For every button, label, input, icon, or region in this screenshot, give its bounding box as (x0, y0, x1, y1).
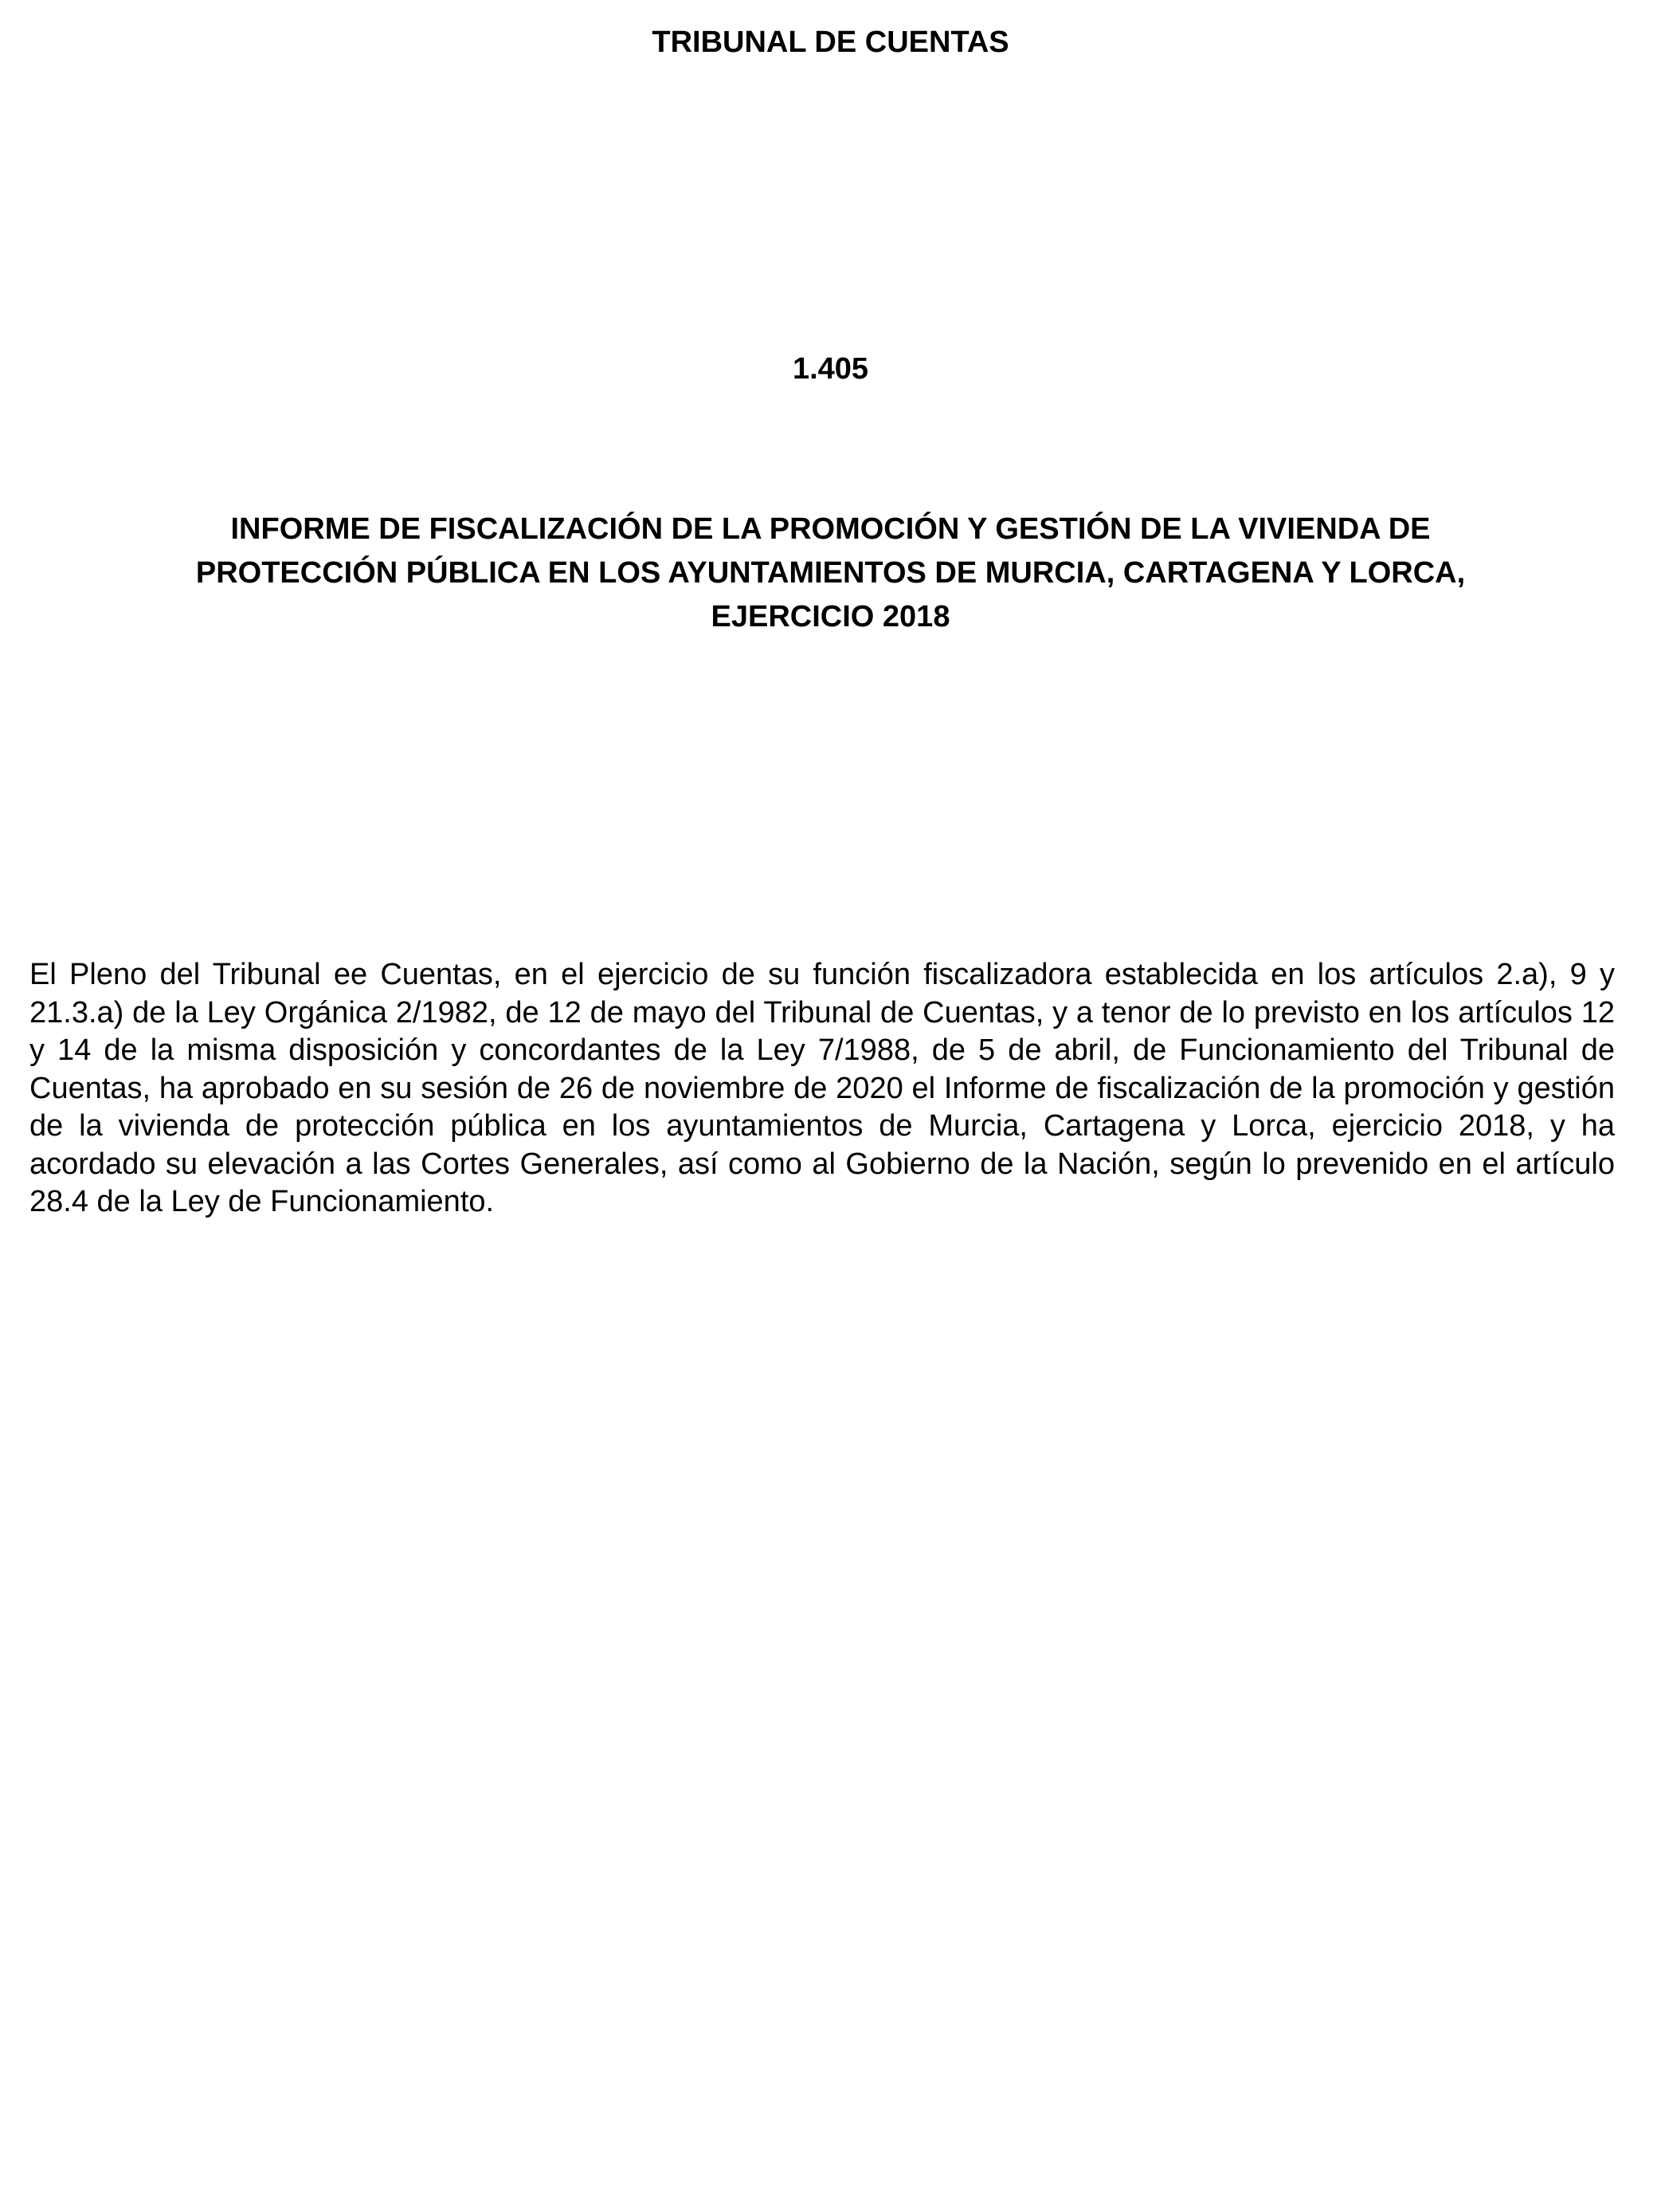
report-title-line-2: PROTECCIÓN PÚBLICA EN LOS AYUNTAMIENTOS DE MURCIA, CARTAGENA Y LORCA, (195, 556, 1466, 590)
report-title-line-1: INFORME DE FISCALIZACIÓN DE LA PROMOCIÓN Y GESTIÓN DE LA VIVIENDA DE (230, 512, 1431, 546)
report-title-line-3: EJERCICIO 2018 (711, 600, 950, 633)
report-title (96, 508, 1565, 639)
page-header: TRIBUNAL DE CUENTAS (652, 25, 1009, 59)
report-number: 1.405 (792, 352, 869, 386)
approval-paragraph: El Pleno del Tribunal ee Cuentas, en el ejercicio de su función fiscalizadora establecida en los artículos 2.a), 9 y 21.3.a) de la Ley Orgánica 2/1982, de 12 de mayo del Tribunal de Cuentas, y a tenor de lo previsto en los artículos 12 y 14 de la misma disposición y concordantes de la Ley 7/1988, de 5 de abril, de Funcionamiento del Tribunal de Cuentas, ha aprobado en su sesión de 26 de noviembre de 2020 el Informe de fiscalización de la promoción y gestión de la vivienda de protección pública en los ayuntamientos de Murcia, Cartagena y Lorca, ejercicio 2018, y ha acordado su elevación a las Cortes Generales, así como al Gobierno de la Nación, según lo prevenido en el artículo 28.4 de la Ley de Funcionamiento. (29, 958, 1615, 1218)
